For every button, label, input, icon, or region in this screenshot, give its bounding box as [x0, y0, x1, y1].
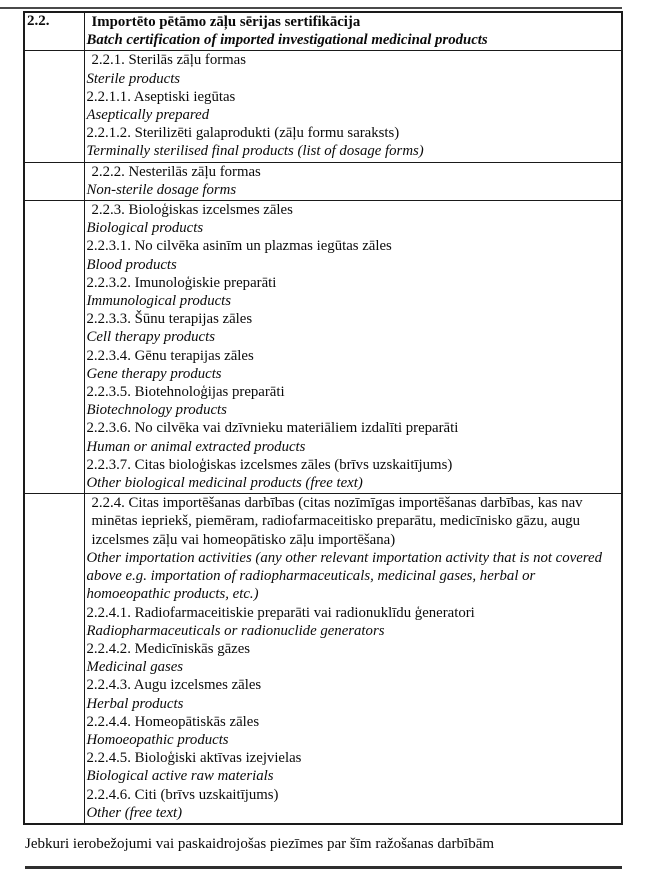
- table-row-other-importation: [24, 494, 622, 824]
- item-lv: 2.2.3.5. Biotehnoloģijas preparāti: [86, 384, 285, 401]
- item-en: Human or animal extracted products: [86, 438, 306, 455]
- item-lv: 2.2.3. Bioloģiskas izcelsmes zāles: [91, 202, 293, 219]
- header-content-cell: [84, 12, 622, 51]
- row-number-cell-empty: [24, 162, 84, 200]
- item-en: Homoeopathic products: [86, 731, 229, 748]
- item-lv: 2.2.2. Nesterilās zāļu formas: [91, 163, 261, 180]
- item-en: Biological products: [86, 220, 204, 237]
- bottom-rule: [25, 866, 622, 869]
- item-lv: 2.2.3.6. No cilvēka vai dzīvnieku materiāliem izdalīti preparāti: [86, 420, 459, 437]
- table-row-biological: [24, 201, 622, 494]
- item-lv: 2.2.4.3. Augu izcelsmes zāles: [86, 677, 262, 694]
- item-en: Other importation activities (any other relevant importation activity that is not covered above e.g. importation of radiopharmaceuticals, medicinal gases, herbal or homoeopathic products, etc.): [86, 549, 602, 603]
- item-lv: 2.2.3.3. Šūnu terapijas zāles: [86, 311, 253, 328]
- item-en: Biotechnology products: [86, 402, 227, 419]
- row-number-cell-empty: [24, 494, 84, 824]
- row-number-cell-empty: [24, 201, 84, 494]
- item-lv: 2.2.4.2. Medicīniskās gāzes: [86, 640, 251, 657]
- header-title-lv: Importēto pētāmo zāļu sērijas sertifikācija: [91, 14, 361, 30]
- section-number: 2.2.: [24, 12, 84, 51]
- item-en: Herbal products: [86, 695, 184, 712]
- item-lv: 2.2.3.2. Imunoloģiskie preparāti: [86, 274, 277, 291]
- item-lv: 2.2.4.4. Homeopātiskās zāles: [86, 713, 260, 730]
- item-en: Terminally sterilised final products (list of dosage forms): [86, 143, 424, 160]
- item-en: Radiopharmaceuticals or radionuclide generators: [86, 622, 385, 639]
- item-lv: 2.2.4. Citas importēšanas darbības (citas nozīmīgas importēšanas darbības, kas nav minētas iepriekš, piemēram, radiofarmaceitisko preparātu, medicīnisko gāzu, augu izcelsmes zāļu vai homeopātisko zāļu importēšana): [91, 495, 583, 548]
- item-lv: 2.2.4.6. Citi (brīvs uzskaitījums): [86, 786, 279, 803]
- item-lv: 2.2.4.5. Bioloģiski aktīvas izejvielas: [86, 750, 302, 767]
- item-en: Non-sterile dosage forms: [86, 181, 237, 198]
- item-en: Cell therapy products: [86, 329, 215, 346]
- item-en: Sterile products: [86, 70, 181, 87]
- top-rule: [0, 7, 622, 9]
- item-en: Other biological medicinal products (free text): [86, 475, 363, 492]
- item-lv: 2.2.1.1. Aseptiski iegūtas: [86, 88, 236, 105]
- certification-table: [23, 11, 623, 825]
- item-en: Gene therapy products: [86, 365, 222, 382]
- item-en: Blood products: [86, 256, 177, 273]
- row-content-cell: [84, 162, 622, 200]
- footer-note: Jebkuri ierobežojumi vai paskaidrojošas piezīmes par šīm ražošanas darbībām: [25, 836, 495, 852]
- item-lv: 2.2.3.7. Citas bioloģiskas izcelsmes zāles (brīvs uzskaitījums): [86, 456, 453, 473]
- item-lv: 2.2.1. Sterilās zāļu formas: [91, 52, 247, 69]
- item-en: Other (free text): [86, 804, 183, 821]
- item-lv: 2.2.3.4. Gēnu terapijas zāles: [86, 347, 254, 364]
- table-row-sterile: [24, 51, 622, 162]
- header-title-en: Batch certification of imported investigational medicinal products: [86, 32, 488, 49]
- row-content-cell: [84, 201, 622, 494]
- item-lv: 2.2.1.2. Sterilizēti galaprodukti (zāļu formu saraksts): [86, 125, 400, 142]
- item-lv: 2.2.3.1. No cilvēka asinīm un plazmas iegūtas zāles: [86, 238, 392, 255]
- item-en: Aseptically prepared: [86, 107, 210, 124]
- item-en: Medicinal gases: [86, 659, 184, 676]
- row-content-cell: [84, 494, 622, 824]
- item-en: Immunological products: [86, 293, 232, 310]
- row-content-cell: [84, 51, 622, 162]
- row-number-cell-empty: [24, 51, 84, 162]
- item-en: Biological active raw materials: [86, 768, 274, 785]
- table-header-row: [24, 12, 622, 51]
- item-lv: 2.2.4.1. Radiofarmaceitiskie preparāti vai radionuklīdu ģeneratori: [86, 604, 475, 621]
- table-row-nonsterile: [24, 162, 622, 200]
